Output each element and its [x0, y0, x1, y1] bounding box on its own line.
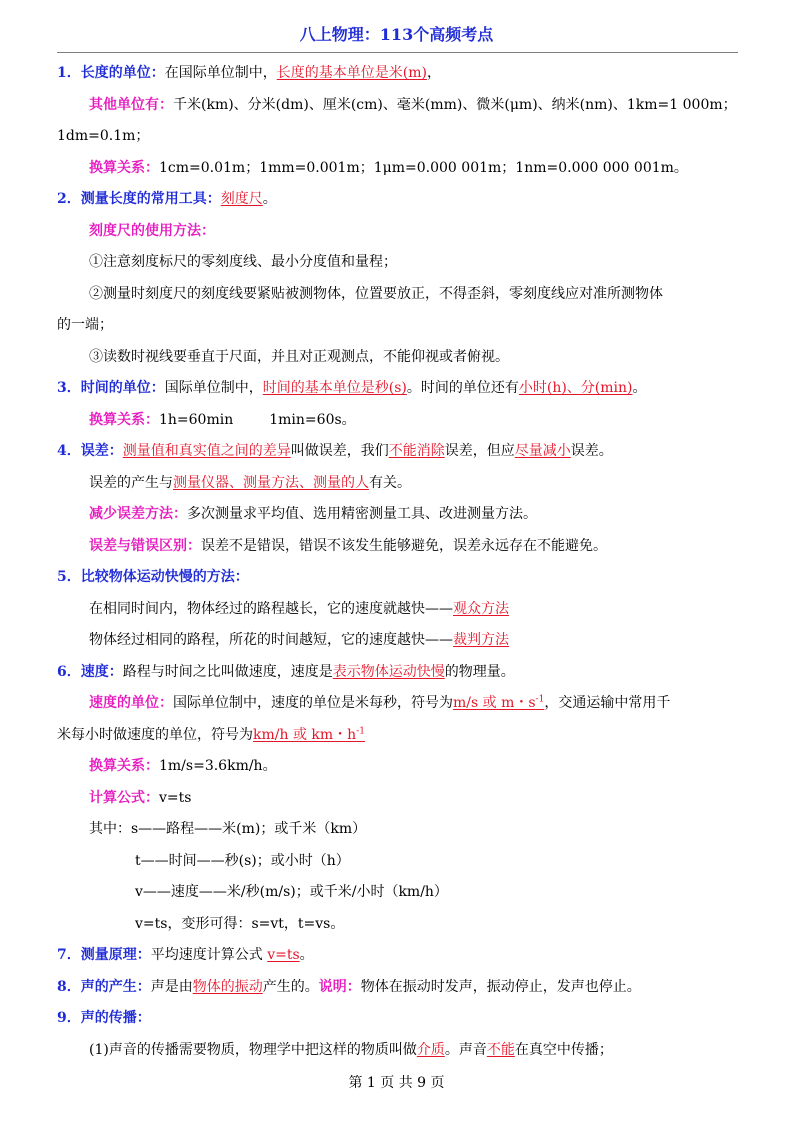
item-2-point-1 [57, 247, 738, 279]
item-6-speed [57, 657, 738, 689]
sub-heading: 刻度尺的使用方法： [89, 222, 215, 239]
body-text: 平均速度计算公式 [150, 947, 268, 963]
body-text: 1m/s=3.6km/h。 [159, 758, 277, 774]
answer-text: 观众方法 [453, 600, 509, 617]
item-6-where-4 [57, 909, 738, 941]
item-1-other-units-cont [57, 121, 738, 153]
body-text: 。声音 [444, 1041, 487, 1058]
body-text: 误差不是错误，错误不该发生能够避免，误差永远存在不能避免。 [201, 537, 607, 554]
item-2-usage-heading [57, 216, 738, 248]
body-text: ①注意刻度标尺的零刻度线、最小分度值和量程； [89, 254, 397, 270]
body-text: 千米(km)、分米(dm)、厘米(cm)、毫米(mm)、微米(μm)、纳米(nm)、1km=1 000m； [173, 96, 737, 113]
sub-heading: 换算关系： [89, 758, 159, 774]
item-6-speed-unit-cont [57, 720, 738, 752]
body-text: (1)声音的传播需要物质，物理学中把这样的物质叫做 [89, 1041, 417, 1058]
body-text: 声是由 [150, 978, 193, 995]
item-6-formula [57, 783, 738, 815]
item-6-conversion [57, 751, 738, 783]
item-number: 4． [57, 443, 81, 459]
item-heading: 长度的单位： [80, 65, 165, 81]
body-text: 国际单位制中， [164, 380, 263, 396]
body-text: 米每小时做速度的单位，符号为 [57, 726, 253, 743]
page-title: 八上物理：113个高频考点 [299, 25, 494, 44]
item-5-compare-speed [57, 562, 738, 594]
item-6-where-3 [57, 877, 738, 909]
item-number: 1． [57, 65, 81, 81]
item-4-error-vs-mistake [57, 531, 738, 563]
answer-text: 刻度尺 [220, 191, 263, 207]
item-4-error-source [57, 468, 738, 500]
answer-text: 小时(h)、分(min) [518, 380, 633, 396]
item-4-error [57, 436, 738, 468]
body-text: 1cm=0.01m；1mm=0.001m；1μm=0.000 001m；1nm=0.000 000 001m。 [159, 159, 688, 176]
item-4-reduce-error [57, 499, 738, 531]
body-text: 其中：s——路程——米(m)；或千米（km） [89, 821, 367, 837]
formula-text: v=ts [159, 789, 192, 806]
answer-text: m/s 或 m・s [453, 695, 536, 711]
document-body [57, 58, 738, 1066]
header-rule [57, 52, 738, 53]
item-heading: 比较物体运动快慢的方法： [80, 569, 249, 585]
item-number: 7． [57, 947, 81, 963]
item-2-point-2-cont [57, 310, 738, 342]
body-text: 。 [632, 380, 647, 396]
sub-heading: 速度的单位： [89, 695, 173, 711]
page-footer: 第 1 页 共 9 页 [348, 1075, 445, 1091]
item-number: 6． [57, 663, 81, 680]
item-heading: 速度： [80, 663, 123, 680]
body-text: 1h=60min [159, 411, 234, 428]
item-6-where-1 [57, 814, 738, 846]
body-text: 多次测量求平均值、选用精密测量工具、改进测量方法。 [187, 506, 537, 522]
answer-text [253, 727, 365, 743]
item-2-point-2 [57, 279, 738, 311]
item-heading: 声的产生： [80, 978, 151, 995]
body-text: 在真空中传播； [514, 1041, 613, 1058]
answer-text: 表示物体运动快慢 [332, 663, 445, 680]
answer-text [453, 695, 544, 711]
item-number: 3． [57, 380, 81, 396]
body-text: 路程与时间之比叫做速度，速度是 [122, 663, 333, 680]
body-text: 在国际单位制中， [164, 65, 277, 81]
item-number: 8． [57, 978, 81, 995]
body-text: 误差，但应 [444, 443, 515, 459]
body-text: 的一端； [57, 317, 113, 333]
body-text: t——时间——秒(s)；或小时（h） [135, 852, 350, 869]
body-text: ②测量时刻度尺的刻度线要紧贴被测物体，位置要放正，不得歪斜，零刻度线应对准所测物体 [89, 285, 663, 302]
item-5-method-1 [57, 594, 738, 626]
item-9-sound-propagation [57, 1003, 738, 1035]
item-number: 9． [57, 1010, 81, 1026]
item-3-time-unit [57, 373, 738, 405]
sub-heading: 说明： [318, 978, 361, 995]
body-text: v——速度——米/秒(m/s)；或千米/小时（km/h） [135, 884, 448, 900]
answer-text: 长度的基本单位是米(m) [276, 65, 427, 81]
sub-heading: 其他单位有： [89, 96, 173, 113]
item-3-conversion [57, 405, 738, 437]
item-number: 2． [57, 191, 81, 207]
body-text: 叫做误差，我们 [290, 443, 389, 459]
body-text: 产生的。 [262, 978, 319, 995]
item-5-method-2 [57, 625, 738, 657]
sub-heading: 换算关系： [89, 159, 159, 176]
body-text: 的物理量。 [444, 663, 515, 680]
answer-text: 裁判方法 [453, 632, 509, 648]
body-text: 1min=60s。 [269, 411, 356, 428]
item-9-point-1 [57, 1035, 738, 1067]
item-number: 5． [57, 569, 81, 585]
body-text: 。 [299, 947, 314, 963]
item-8-sound-production [57, 972, 738, 1004]
item-heading: 时间的单位： [80, 380, 165, 396]
sub-heading: 误差与错误区别： [89, 537, 201, 554]
answer-text: 时间的基本单位是秒(s) [262, 380, 407, 396]
item-heading: 测量长度的常用工具： [80, 191, 221, 207]
superscript: -1 [535, 694, 545, 705]
answer-text: v=ts [267, 947, 300, 963]
body-text: 误差的产生与 [89, 474, 173, 491]
item-2-point-3 [57, 342, 738, 374]
answer-text: 测量仪器、测量方法、测量的人 [173, 474, 369, 491]
body-text: 1dm=0.1m； [57, 128, 150, 144]
item-1-other-units [57, 90, 738, 122]
answer-text: 尽量减小 [514, 443, 571, 459]
item-heading: 测量原理： [80, 947, 151, 963]
item-1-conversion [57, 153, 738, 185]
body-text: 。时间的单位还有 [406, 380, 519, 396]
item-6-speed-unit [57, 688, 738, 720]
item-heading: 声的传播： [80, 1010, 151, 1026]
body-text: ，交通运输中常用千 [544, 695, 671, 711]
answer-text: 物体的振动 [192, 978, 263, 995]
sub-heading: 计算公式： [89, 789, 159, 806]
body-text: 有关。 [369, 474, 411, 491]
item-1-length-unit [57, 58, 738, 90]
answer-text: 测量值和真实值之间的差异 [122, 443, 291, 459]
item-2-measuring-tool [57, 184, 738, 216]
item-6-where-2 [57, 846, 738, 878]
body-text: 物体经过相同的路程，所花的时间越短，它的速度越快—— [89, 632, 453, 648]
superscript: -1 [356, 725, 365, 736]
sub-heading: 减少误差方法： [89, 506, 187, 522]
answer-text: 介质 [416, 1041, 445, 1058]
item-7-principle [57, 940, 738, 972]
body-text: 在相同时间内，物体经过的路程越长，它的速度就越快—— [89, 600, 453, 617]
body-text: ， [426, 65, 441, 81]
body-text: v=ts，变形可得：s=vt，t=vs。 [135, 915, 345, 932]
body-text: 国际单位制中，速度的单位是米每秒，符号为 [173, 695, 453, 711]
answer-text: km/h 或 km・h [253, 726, 357, 743]
answer-text: 不能 [486, 1041, 515, 1058]
body-text: 。 [262, 191, 277, 207]
body-text: 物体在振动时发声，振动停止，发声也停止。 [360, 978, 641, 995]
sub-heading: 换算关系： [89, 411, 159, 428]
answer-text: 不能消除 [388, 443, 445, 459]
body-text: 误差。 [570, 443, 613, 459]
body-text: ③读数时视线要垂直于尺面，并且对正观测点，不能仰视或者俯视。 [89, 348, 509, 365]
item-heading: 误差： [80, 443, 123, 459]
